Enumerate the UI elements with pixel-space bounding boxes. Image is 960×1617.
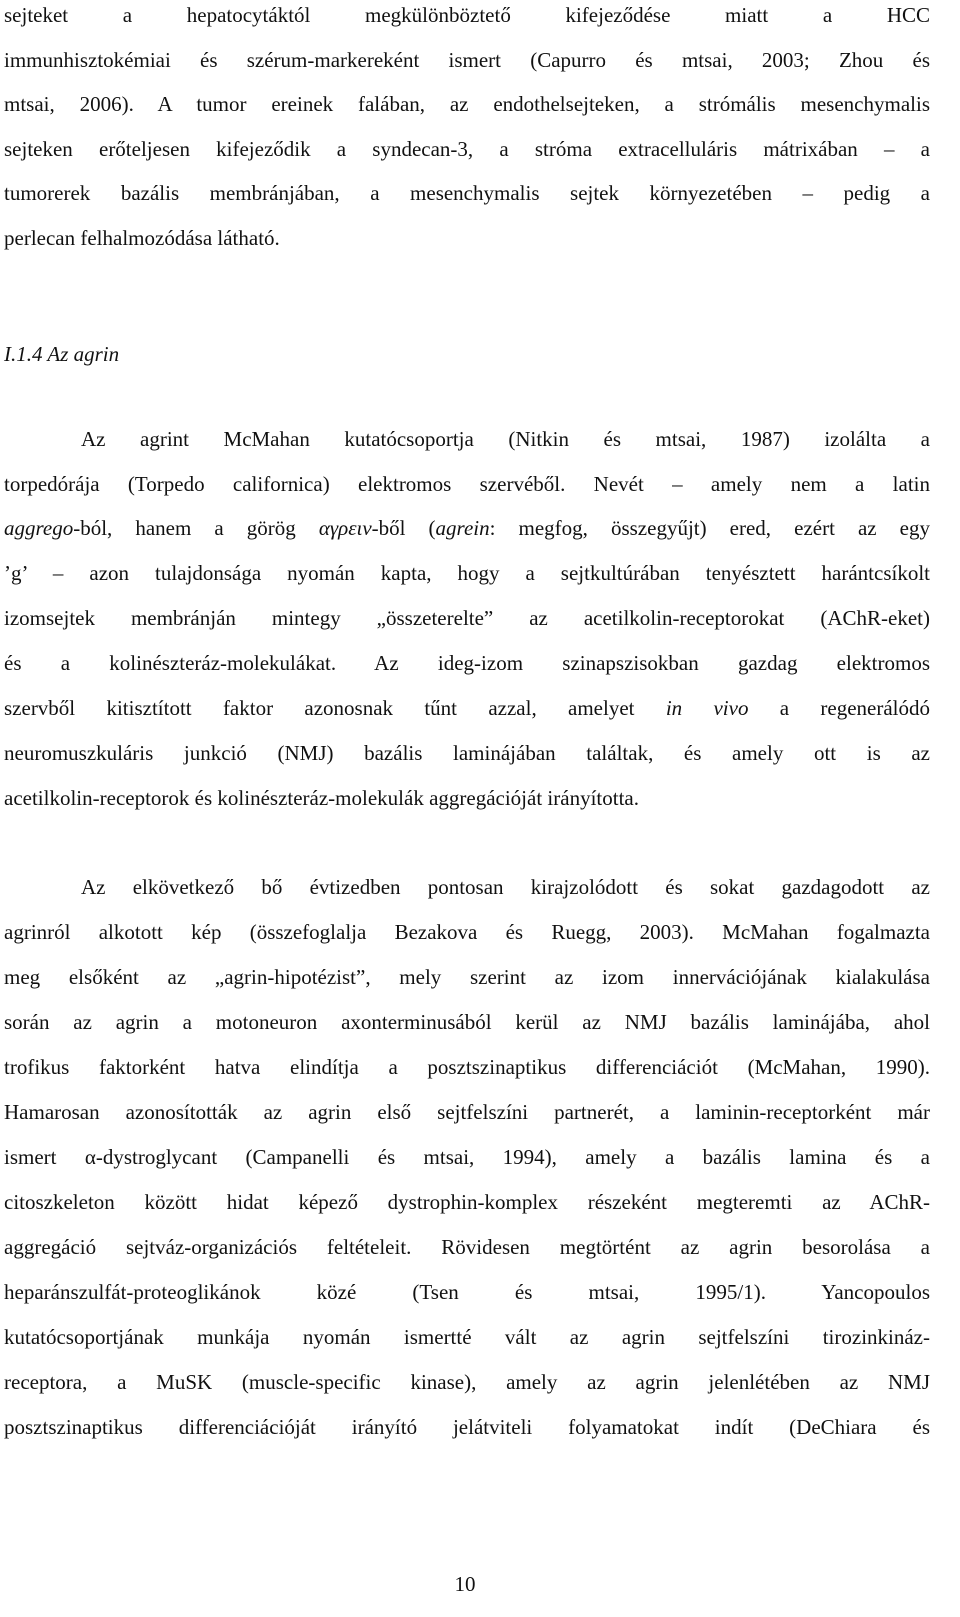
text-line: és a kolinészteráz-molekulákat. Az ideg-izom szinapszisokban gazdag elektromos: [4, 651, 930, 675]
text-line: sejteket a hepatocytáktól megkülönböztető kifejeződése miatt a HCC: [4, 3, 930, 27]
transliteration-term: agrein: [435, 516, 490, 540]
text-line: aggrego-ból, hanem a görög αγρειν-ből (agrein: megfog, összegyűjt) ered, ezért az egy: [4, 516, 930, 540]
text-line: során az agrin a motoneuron axonterminusából kerül az NMJ bazális laminájába, ahol: [4, 1010, 930, 1034]
text-line: immunhisztokémiai és szérum-markereként ismert (Capurro és mtsai, 2003; Zhou és: [4, 48, 930, 72]
text-line: citoszkeleton között hidat képező dystrophin-komplex részeként megteremti az AChR-: [4, 1190, 930, 1214]
text-line: receptora, a MuSK (muscle-specific kinase), amely az agrin jelenlétében az NMJ: [4, 1370, 930, 1394]
text-line: aggregáció sejtváz-organizációs feltételeit. Rövidesen megtörtént az agrin besorolása a: [4, 1235, 930, 1259]
text-line: ismert α-dystroglycant (Campanelli és mtsai, 1994), amely a bazális lamina és a: [4, 1145, 930, 1169]
text-line: torpedórája (Torpedo californica) elektromos szervéből. Nevét – amely nem a latin: [4, 472, 930, 496]
latin-term: aggrego: [4, 516, 74, 540]
page-number: 10: [454, 1572, 476, 1596]
text-line: agrinról alkotott kép (összefoglalja Bezakova és Ruegg, 2003). McMahan fogalmazta: [4, 920, 930, 944]
greek-term: αγρειν: [318, 516, 372, 540]
section-heading: I.1.4 Az agrin: [4, 342, 120, 366]
text-line: posztszinaptikus differenciációját irányító jelátviteli folyamatokat indít (DeChiara és: [4, 1415, 930, 1439]
text-line: Az agrint McMahan kutatócsoportja (Nitkin és mtsai, 1987) izolálta a: [81, 427, 930, 451]
text-line: heparánszulfát-proteoglikánok közé (Tsen és mtsai, 1995/1). Yancopoulos: [4, 1280, 930, 1304]
text-line: izomsejtek membránján mintegy „összeterelte” az acetilkolin-receptorokat (AChR-eket): [4, 606, 930, 630]
text-line: kutatócsoportjának munkája nyomán ismertté vált az agrin sejtfelszíni tirozinkináz-: [4, 1325, 930, 1349]
text-line: sejteken erőteljesen kifejeződik a syndecan-3, a stróma extracelluláris mátrixában – a: [4, 137, 930, 161]
text-line: ’g’ – azon tulajdonsága nyomán kapta, hogy a sejtkultúrában tenyésztett harántcsíkolt: [4, 561, 930, 585]
text-line: mtsai, 2006). A tumor ereinek falában, az endothelsejteken, a strómális mesenchymalis: [4, 92, 930, 116]
text-line: Hamarosan azonosították az agrin első sejtfelszíni partnerét, a laminin-receptorként már: [4, 1100, 930, 1124]
text-line: meg elsőként az „agrin-hipotézist”, mely szerint az izom innervációjának kialakulása: [4, 965, 930, 989]
text-line: Az elkövetkező bő évtizedben pontosan kirajzolódott és sokat gazdagodott az: [81, 875, 930, 899]
text-line: trofikus faktorként hatva elindítja a posztszinaptikus differenciációt (McMahan, 1990).: [4, 1055, 930, 1079]
text-line: perlecan felhalmozódása látható.: [4, 226, 280, 250]
text-line: acetilkolin-receptorok és kolinészteráz-molekulák aggregációját irányította.: [4, 786, 639, 810]
text-line: neuromuszkuláris junkció (NMJ) bazális laminájában találtak, és amely ott is az: [4, 741, 930, 765]
text-line: tumorerek bazális membránjában, a mesenchymalis sejtek környezetében – pedig a: [4, 181, 930, 205]
in-vivo-term: in vivo: [665, 696, 749, 720]
text-line: szervből kitisztított faktor azonosnak tűnt azzal, amelyet in vivo a regenerálódó: [4, 696, 931, 720]
